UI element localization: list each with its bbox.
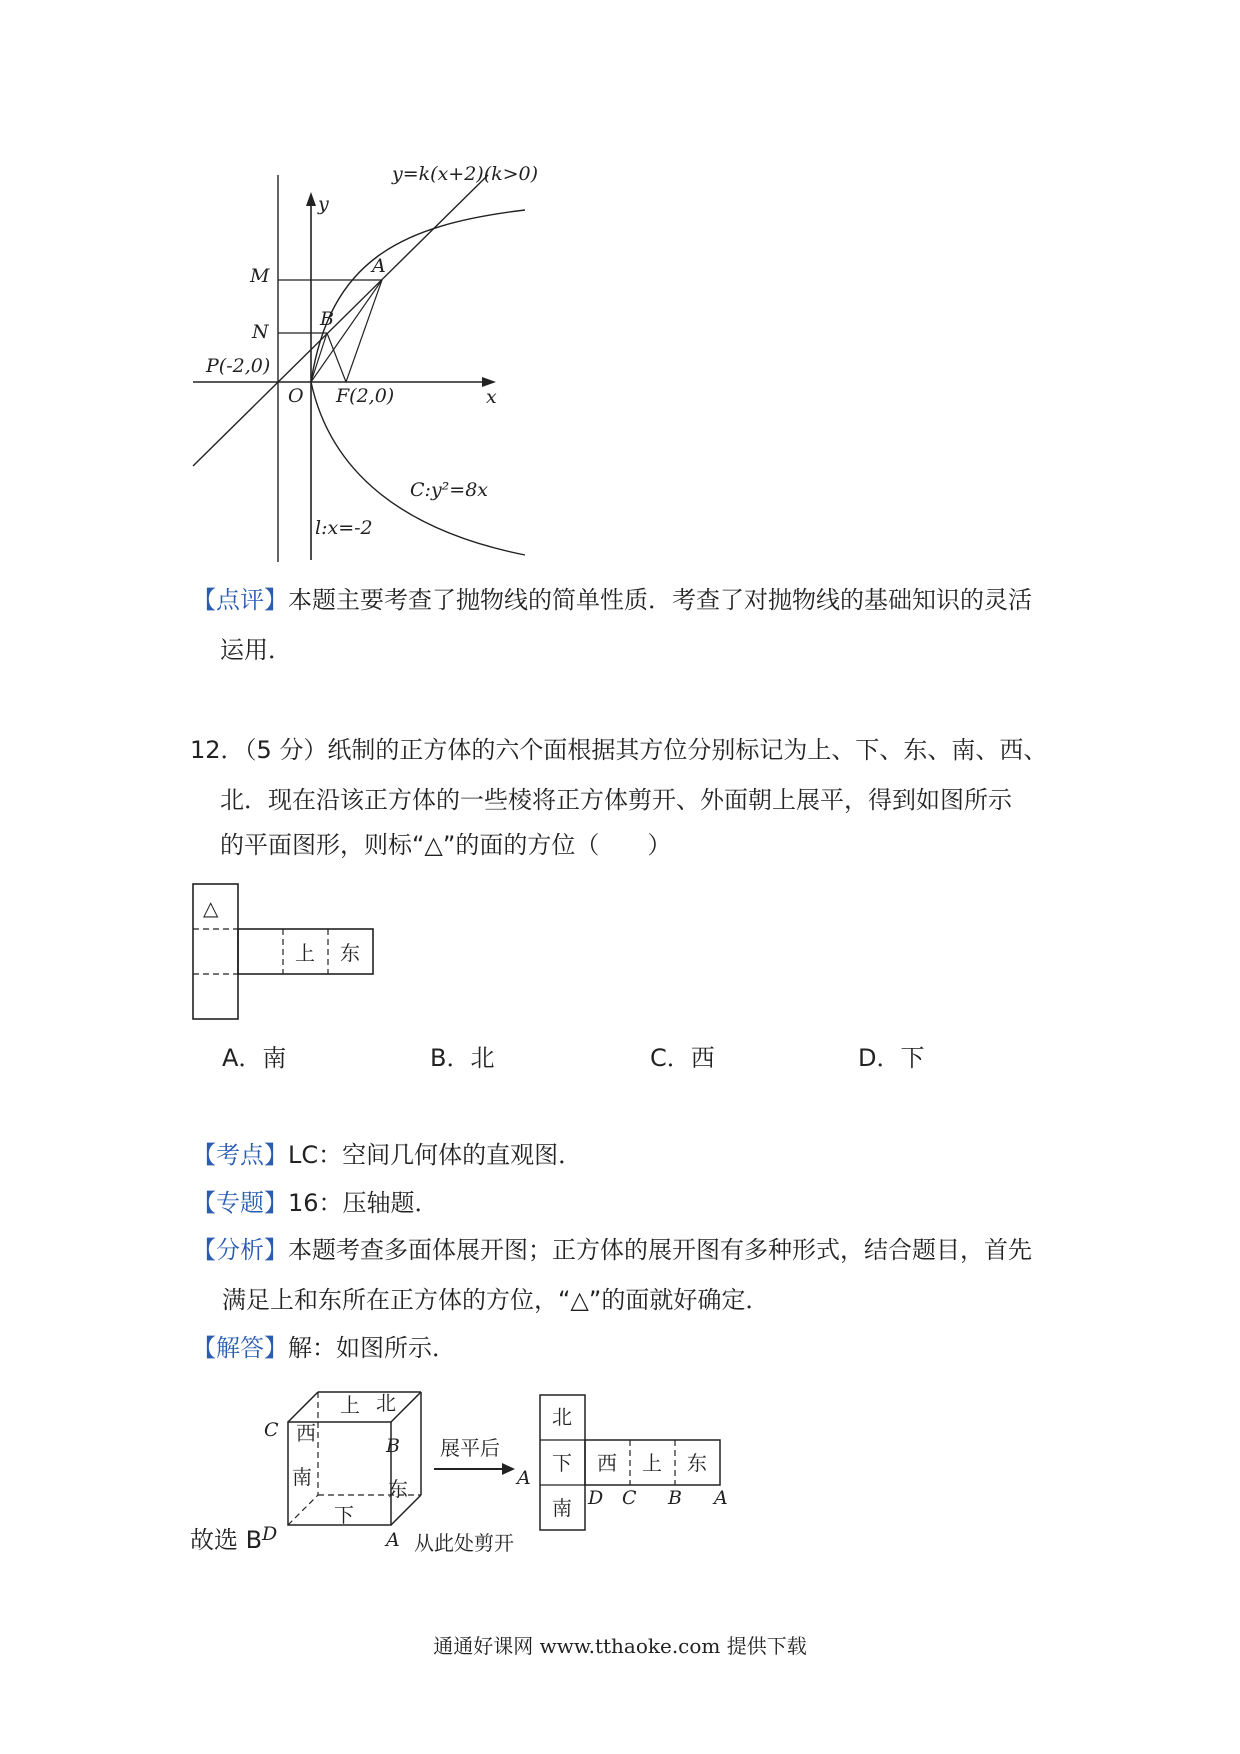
fenxi-tag: 【分析】 — [192, 1236, 288, 1264]
question-line-3: 的平面图形，则标“△”的面的方位（ ） — [220, 831, 672, 859]
y-axis-label: y — [318, 193, 329, 215]
cube-west-label: 西 — [296, 1421, 316, 1445]
kaodian-text: LC：空间几何体的直观图． — [288, 1141, 583, 1169]
segment-BF — [327, 333, 346, 382]
option-d-text: 下 — [900, 1044, 925, 1072]
arrow-text: 展平后 — [440, 1436, 500, 1460]
point-N-label: N — [252, 321, 269, 343]
question-line-1: 12．（5 分）纸制的正方体的六个面根据其方位分别标记为上、下、东、南、西、 — [190, 736, 1048, 764]
directrix-label: l:x=-2 — [315, 517, 373, 539]
option-c-letter: C． — [650, 1044, 691, 1072]
focus-label: F(2,0) — [336, 385, 395, 407]
cube-down-label: 下 — [334, 1503, 354, 1527]
option-d-letter: D． — [858, 1044, 901, 1072]
net2-up: 上 — [642, 1451, 662, 1475]
segment-BO — [311, 333, 327, 382]
cut-text: 从此处剪开 — [414, 1531, 514, 1555]
option-c-text: 西 — [690, 1044, 715, 1072]
vertex-A-label: A — [386, 1529, 400, 1551]
review-text: 本题主要考查了抛物线的简单性质．考查了对抛物线的基础知识的灵活 — [288, 586, 1032, 614]
cube-net-figure — [190, 880, 380, 1020]
option-a-text: 南 — [262, 1044, 287, 1072]
line-y-k-x-plus-2 — [193, 175, 488, 466]
zhuanti-line — [192, 1188, 439, 1218]
net2-south: 南 — [552, 1496, 572, 1520]
origin-label: O — [288, 385, 304, 407]
page-footer: 通通好课网 www.tthaoke.com 提供下载 — [433, 1634, 807, 1658]
vertex-C-label: C — [264, 1419, 279, 1441]
fenxi-line — [192, 1235, 1032, 1265]
triangle-face-label: △ — [203, 896, 219, 920]
vertex-B-label: B — [386, 1435, 400, 1457]
option-b[interactable] — [430, 1043, 494, 1073]
cube-hidden-bl — [288, 1495, 318, 1525]
cube-edge-tl — [288, 1392, 318, 1422]
up-face-label: 上 — [295, 941, 315, 965]
net2-east: 东 — [687, 1451, 707, 1475]
zhuanti-text: 16：压轴题． — [288, 1189, 439, 1217]
cube-south-label: 南 — [292, 1465, 312, 1489]
jieda-text: 解：如图所示． — [288, 1334, 456, 1362]
option-b-text: 北 — [470, 1044, 495, 1072]
net-arrow-A-label: A — [517, 1467, 531, 1489]
parabola-upper — [311, 210, 525, 382]
net2-D-label: D — [588, 1487, 604, 1509]
net2-A-label: A — [714, 1487, 728, 1509]
segment-AO — [311, 280, 382, 382]
x-axis-label: x — [486, 386, 497, 408]
curve-label: C:y²=8x — [410, 479, 489, 501]
cube-north-label: 北 — [376, 1391, 396, 1415]
option-d[interactable] — [858, 1043, 924, 1073]
cube-east-label: 东 — [388, 1477, 408, 1501]
question-line-2: 北．现在沿该正方体的一些棱将正方体剪开、外面朝上展平，得到如图所示 — [220, 786, 1012, 814]
option-a[interactable] — [222, 1043, 286, 1073]
point-A-label: A — [372, 255, 386, 277]
jieda-tag: 【解答】 — [192, 1334, 288, 1362]
zhuanti-tag: 【专题】 — [192, 1189, 288, 1217]
jieda-line — [192, 1333, 456, 1363]
fenxi-text: 本题考查多面体展开图；正方体的展开图有多种形式，结合题目，首先 — [288, 1236, 1032, 1264]
kaodian-line — [192, 1140, 582, 1170]
line-label: y=k(x+2)(k>0) — [392, 163, 539, 185]
kaodian-tag: 【考点】 — [192, 1141, 288, 1169]
cube-unfold-figure — [180, 1380, 740, 1570]
net2-north: 北 — [552, 1405, 572, 1429]
net2-C-label: C — [622, 1487, 637, 1509]
segment-AF — [346, 280, 382, 382]
vertex-D-label: D — [262, 1523, 278, 1545]
option-b-letter: B． — [430, 1044, 471, 1072]
option-c[interactable] — [650, 1043, 715, 1073]
net2-down: 下 — [552, 1451, 572, 1475]
east-face-label: 东 — [340, 941, 360, 965]
review-tag: 【点评】 — [192, 586, 288, 614]
point-M-label: M — [250, 265, 270, 287]
answer-conclusion: 故选 B — [190, 1526, 263, 1554]
cube-up-label: 上 — [340, 1393, 360, 1417]
unfold-arrow-head — [502, 1463, 515, 1475]
review-text-cont: 运用． — [220, 636, 292, 664]
review-line — [192, 585, 1032, 615]
y-axis-arrow — [306, 192, 316, 206]
point-B-label: B — [320, 308, 334, 330]
option-a-letter: A． — [222, 1044, 263, 1072]
fenxi-text-cont: 满足上和东所在正方体的方位，“△”的面就好确定． — [222, 1286, 770, 1314]
net2-west: 西 — [597, 1451, 617, 1475]
net2-B-label: B — [668, 1487, 682, 1509]
point-P-label: P(-2,0) — [206, 355, 271, 377]
parabola-figure — [160, 150, 560, 570]
